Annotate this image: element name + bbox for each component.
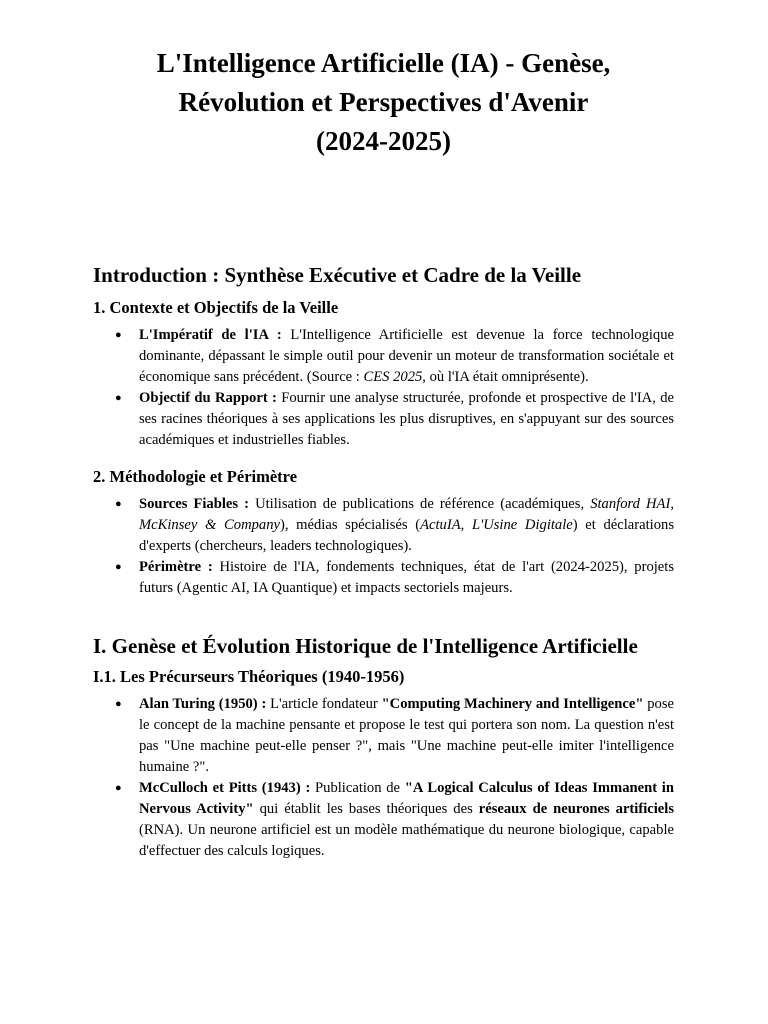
title-line-2: Révolution et Perspectives d'Avenir bbox=[178, 87, 589, 117]
title-line-3: (2024-2025) bbox=[316, 126, 451, 156]
item-label: Alan Turing (1950) : bbox=[139, 696, 267, 712]
intro-list-1 bbox=[93, 325, 674, 451]
item-italic: Stanford HAI bbox=[590, 496, 671, 512]
bullet-icon: ● bbox=[115, 329, 122, 341]
intro-subheading-1: 1. Contexte et Objectifs de la Veille bbox=[93, 298, 339, 317]
item-text: , bbox=[670, 496, 674, 512]
item-bold: "Computing Machinery and Intelligence" bbox=[381, 696, 644, 712]
section-1-heading: I. Genèse et Évolution Historique de l'Intelligence Artificielle bbox=[93, 634, 638, 658]
intro-subheading-2: 2. Méthodologie et Périmètre bbox=[93, 467, 298, 486]
bullet-icon: ● bbox=[115, 561, 122, 573]
item-italic: CES 2025 bbox=[363, 369, 423, 385]
list-item bbox=[93, 778, 674, 862]
item-text: Fournir une analyse structurée, profonde et prospective de l'IA, de ses racines théoriques à ses applications les plus disruptives, en s'appuyant sur des sources académiques et industrielles fiables. bbox=[139, 390, 674, 448]
item-text: Publication de bbox=[310, 780, 405, 796]
item-text: L'article fondateur bbox=[266, 696, 382, 712]
item-text: Utilisation de publications de référence (académiques, bbox=[249, 496, 591, 512]
list-item bbox=[93, 325, 674, 388]
item-text: L'Intelligence Artificielle est devenue la force technologique dominante, dépassant le simple outil pour devenir un moteur de transformation sociétale et économique sans précédent. (Source : bbox=[139, 327, 674, 385]
item-italic: ActuIA bbox=[420, 517, 461, 533]
item-text: Histoire de l'IA, fondements techniques, état de l'art (2024-2025), projets futurs (Agentic AI, IA Quantique) et impacts sectoriels majeurs. bbox=[139, 559, 675, 596]
item-label: McCulloch et Pitts (1943) : bbox=[139, 780, 311, 796]
list-item bbox=[93, 388, 674, 451]
bullet-icon: ● bbox=[115, 698, 122, 710]
list-item bbox=[93, 694, 674, 778]
item-italic: L'Usine Digitale bbox=[471, 517, 573, 533]
item-label: Périmètre : bbox=[139, 559, 213, 575]
bullet-icon: ● bbox=[115, 392, 122, 404]
bullet-icon: ● bbox=[115, 782, 122, 794]
item-label: L'Impératif de l'IA : bbox=[139, 327, 282, 343]
document-title bbox=[93, 0, 674, 161]
item-text: , bbox=[460, 517, 472, 533]
item-text: (RNA). Un neurone artificiel est un modèle mathématique du neurone biologique, capable d'effectuer des calculs logiques. bbox=[139, 822, 674, 859]
intro-heading: Introduction : Synthèse Exécutive et Cadre de la Veille bbox=[93, 263, 582, 287]
item-label: Objectif du Rapport : bbox=[139, 390, 277, 406]
item-label: Sources Fiables : bbox=[139, 496, 249, 512]
item-bold: réseaux de neurones artificiels bbox=[478, 801, 674, 817]
title-line-1: L'Intelligence Artificielle (IA) - Genèse, bbox=[156, 48, 611, 78]
section-1-list-1 bbox=[93, 694, 674, 862]
item-text: qui établit les bases théoriques des bbox=[253, 801, 479, 817]
list-item bbox=[93, 494, 674, 557]
list-item bbox=[93, 557, 674, 599]
intro-list-2 bbox=[93, 494, 674, 599]
item-text: ), médias spécialisés ( bbox=[279, 517, 421, 533]
item-bold: "A Logical Calculus of Ideas Immanent in Nervous Activity" bbox=[139, 780, 674, 817]
item-italic: McKinsey & Company bbox=[139, 517, 280, 533]
item-text: pose le concept de la machine pensante et propose le test qui portera son nom. La question n'est pas "Une machine peut-elle penser ?", mais "Une machine peut-elle imiter l'intelligence humaine ?". bbox=[139, 696, 674, 775]
item-text: , où l'IA était omniprésente). bbox=[422, 369, 589, 385]
bullet-icon: ● bbox=[115, 498, 122, 510]
section-1-subheading-1: I.1. Les Précurseurs Théoriques (1940-1956) bbox=[93, 667, 405, 686]
item-text: ) et déclarations d'experts (chercheurs, leaders technologiques). bbox=[139, 517, 674, 554]
